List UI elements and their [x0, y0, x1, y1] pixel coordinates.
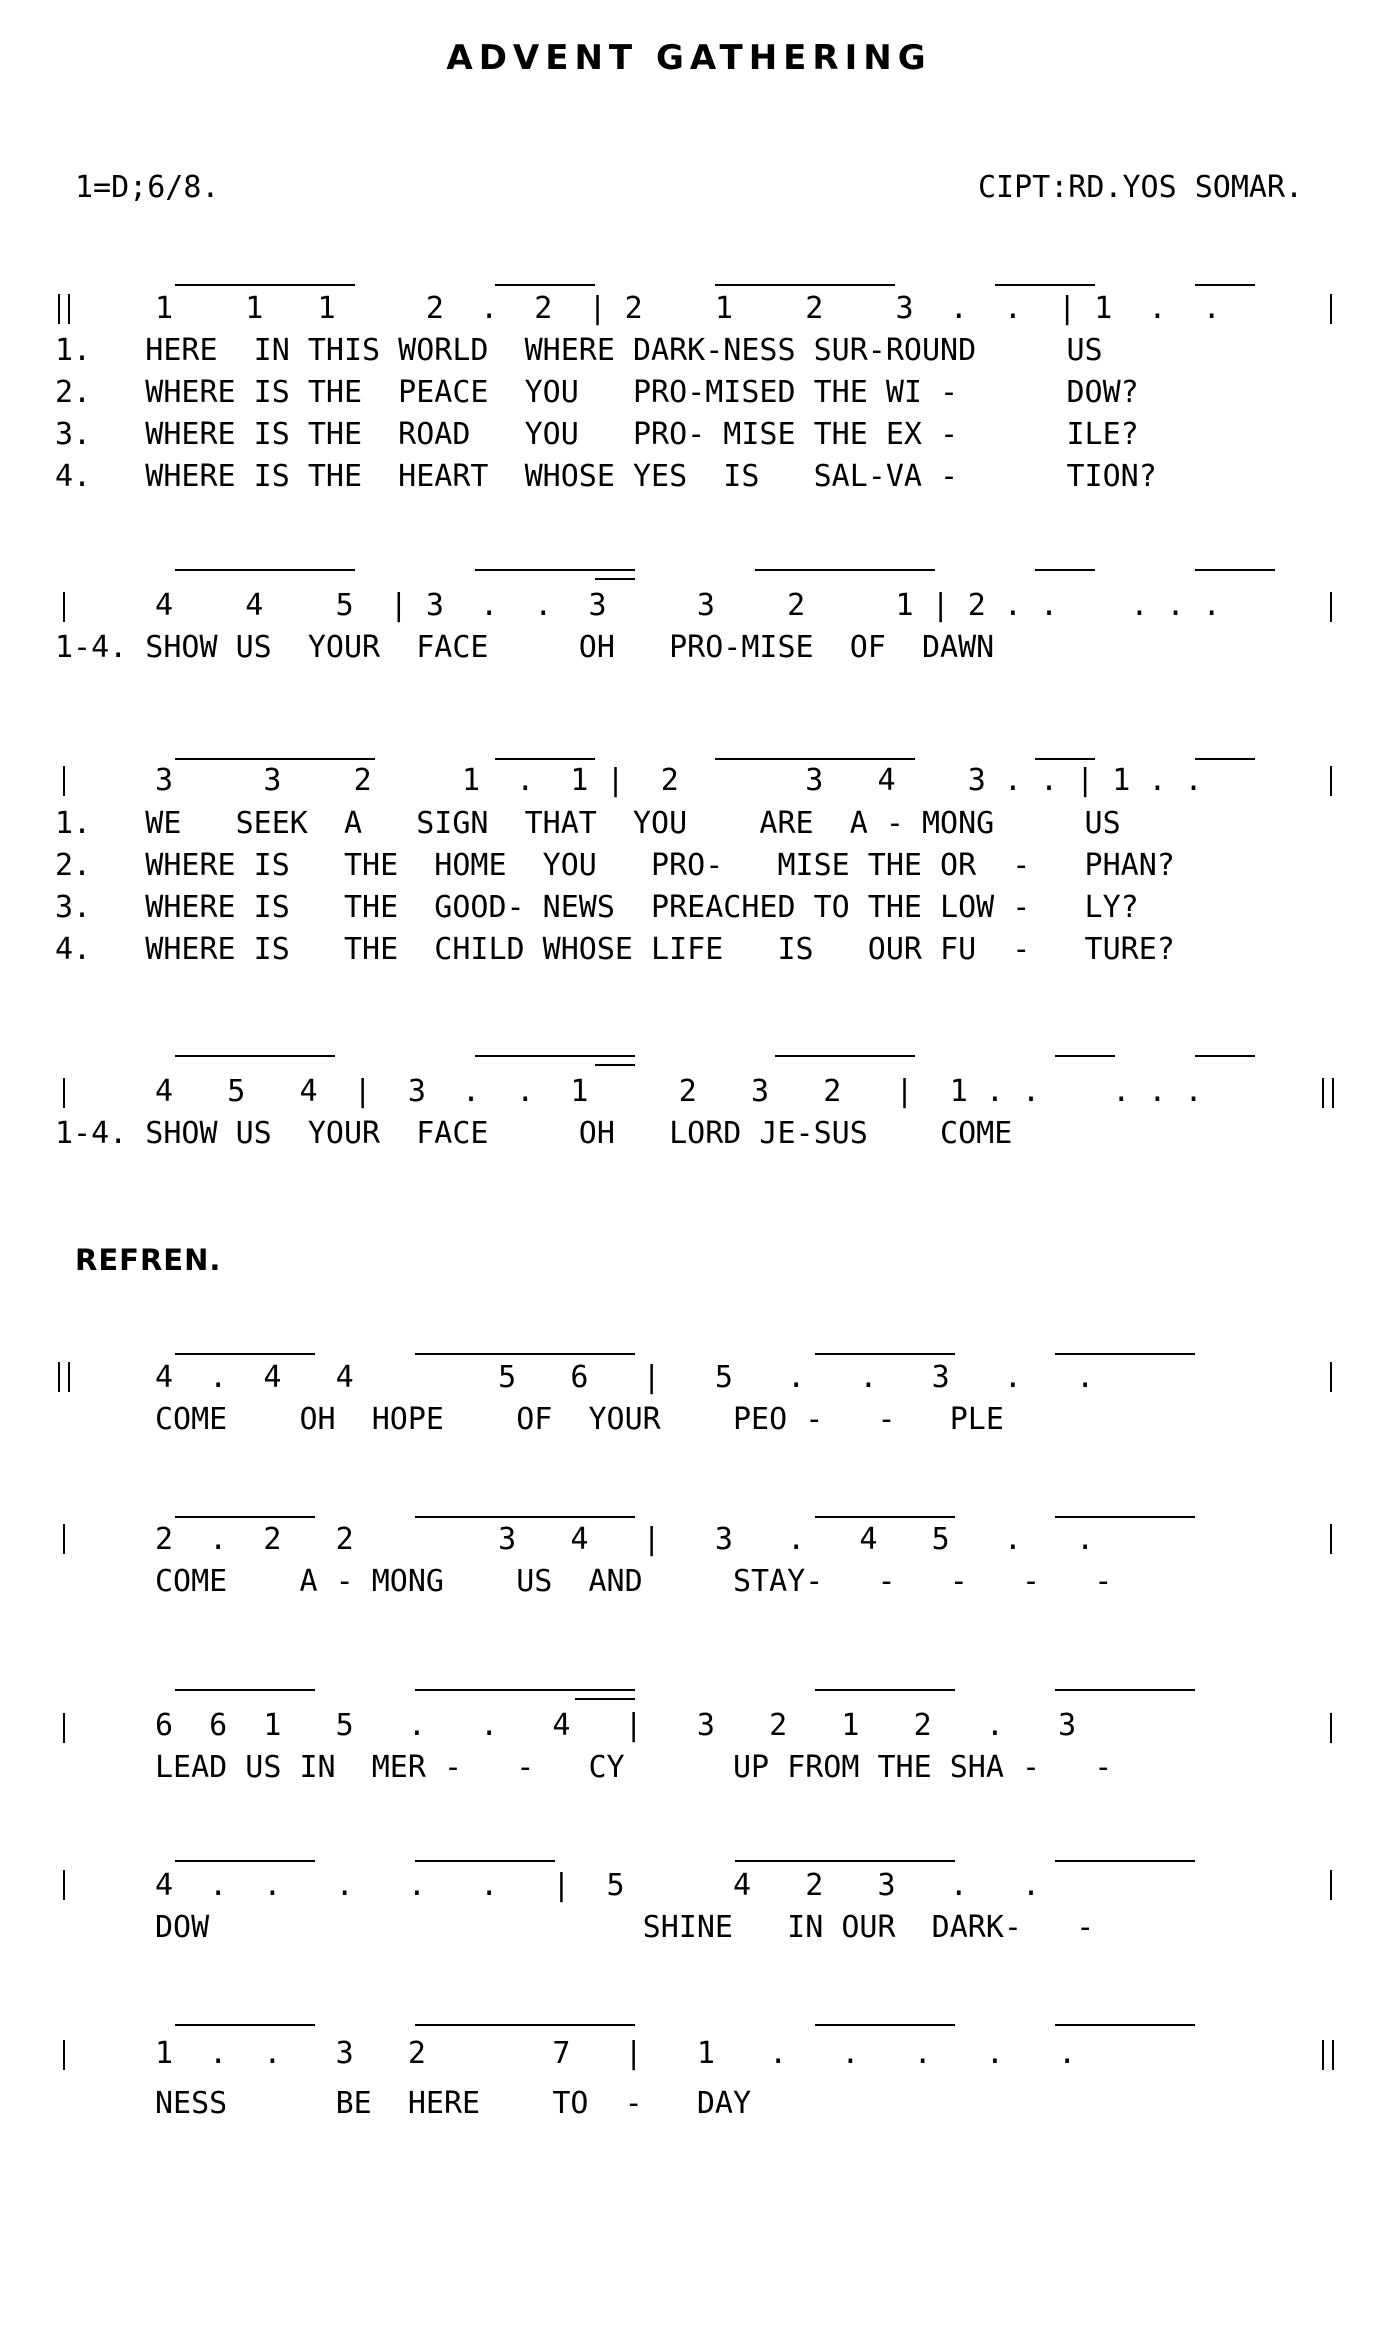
beam	[495, 284, 595, 286]
song-title: ADVENT GATHERING	[446, 38, 932, 78]
beam	[1195, 1055, 1255, 1057]
beam	[175, 569, 355, 571]
beam	[415, 1860, 555, 1862]
notation-line: 6 6 1 5 . . 4 | 3 2 1 2 . 3	[155, 1708, 1077, 1743]
beam	[475, 569, 635, 571]
end-barline	[1322, 1078, 1334, 1108]
notation-line: 3 3 2 1 . 1 | 2 3 4 3 . . | 1 . .	[155, 763, 1203, 798]
notation-line: 4 5 4 | 3 . . 1 2 3 2 | 1 . . . . .	[155, 1074, 1203, 1109]
notation-line: 4 . 4 4 5 6 | 5 . . 3 . .	[155, 1360, 1095, 1395]
beam	[1055, 1055, 1115, 1057]
beam	[415, 1689, 635, 1691]
beam	[775, 1055, 915, 1057]
beam	[175, 1516, 315, 1518]
end-barline	[1322, 2040, 1334, 2070]
start-barline	[58, 1362, 70, 1392]
beam	[1055, 1353, 1195, 1355]
lyric-line: 2. WHERE IS THE PEACE YOU PRO-MISED THE WI - DOW?	[55, 375, 1139, 410]
notation-line: 4 4 5 | 3 . . 3 3 2 1 | 2 . . . . .	[155, 588, 1221, 623]
beam	[415, 2024, 635, 2026]
lyric-line: 3. WHERE IS THE GOOD- NEWS PREACHED TO THE LOW - LY?	[55, 890, 1139, 925]
beam	[815, 1689, 955, 1691]
barline	[1330, 592, 1332, 622]
beam	[735, 1860, 955, 1862]
lyric-line: 3. WHERE IS THE ROAD YOU PRO- MISE THE EX - ILE?	[55, 417, 1139, 452]
beam	[575, 1698, 635, 1700]
beam	[175, 1860, 315, 1862]
beam	[1055, 1860, 1195, 1862]
beam	[175, 1689, 315, 1691]
lyric-line: 4. WHERE IS THE CHILD WHOSE LIFE IS OUR FU - TURE?	[55, 932, 1175, 967]
barline	[1330, 1524, 1332, 1554]
barline	[63, 2040, 65, 2070]
beam	[175, 1353, 315, 1355]
barline	[63, 1870, 65, 1900]
notation-line: 2 . 2 2 3 4 | 3 . 4 5 . .	[155, 1522, 1095, 1557]
lyric-line: 2. WHERE IS THE HOME YOU PRO- MISE THE OR - PHAN?	[55, 848, 1175, 883]
beam	[1055, 1516, 1195, 1518]
beam	[175, 1055, 335, 1057]
beam	[1055, 1689, 1195, 1691]
lyric-line: COME A - MONG US AND STAY- - - - -	[155, 1564, 1113, 1599]
barline	[63, 1078, 65, 1108]
barline	[63, 1524, 65, 1554]
beam	[595, 1064, 635, 1066]
beam	[475, 1055, 635, 1057]
beam	[715, 284, 895, 286]
lyric-line: 1-4. SHOW US YOUR FACE OH PRO-MISE OF DAWN	[55, 630, 995, 665]
barline	[63, 766, 65, 796]
lyric-line: LEAD US IN MER - - CY UP FROM THE SHA - -	[155, 1750, 1113, 1785]
beam	[175, 2024, 315, 2026]
refren-label: REFREN.	[75, 1243, 222, 1277]
lyric-line: NESS BE HERE TO - DAY	[155, 2086, 752, 2121]
beam	[595, 578, 635, 580]
beam	[1195, 758, 1255, 760]
beam	[1195, 569, 1275, 571]
key-time-signature: 1=D;6/8.	[75, 170, 220, 205]
beam	[995, 284, 1095, 286]
lyric-line: 1. WE SEEK A SIGN THAT YOU ARE A - MONG US	[55, 806, 1121, 841]
barline	[1330, 1870, 1332, 1900]
beam	[415, 1516, 635, 1518]
beam	[755, 569, 935, 571]
notation-line: 4 . . . . . | 5 4 2 3 . .	[155, 1868, 1041, 1903]
beam	[1195, 284, 1255, 286]
beam	[815, 1516, 955, 1518]
barline	[63, 592, 65, 622]
lyric-line: 1-4. SHOW US YOUR FACE OH LORD JE-SUS COME	[55, 1116, 1013, 1151]
barline	[1330, 1713, 1332, 1743]
lyric-line: 4. WHERE IS THE HEART WHOSE YES IS SAL-VA - TION?	[55, 459, 1157, 494]
beam	[415, 1353, 635, 1355]
lyric-line: COME OH HOPE OF YOUR PEO - - PLE	[155, 1402, 1004, 1437]
barline	[63, 1713, 65, 1743]
lyric-line: DOW SHINE IN OUR DARK- -	[155, 1910, 1095, 1945]
barline	[1330, 1362, 1332, 1392]
lyric-line: 1. HERE IN THIS WORLD WHERE DARK-NESS SUR-ROUND US	[55, 333, 1103, 368]
barline	[1330, 766, 1332, 796]
notation-line: 1 1 1 2 . 2 | 2 1 2 3 . . | 1 . .	[155, 291, 1221, 326]
beam	[175, 284, 355, 286]
beam	[1055, 2024, 1195, 2026]
start-barline	[58, 294, 70, 324]
notation-line: 1 . . 3 2 7 | 1 . . . . .	[155, 2036, 1077, 2071]
beam	[1035, 569, 1095, 571]
beam	[815, 2024, 955, 2026]
barline	[1330, 294, 1332, 324]
beam	[815, 1353, 955, 1355]
composer-credit: CIPT:RD.YOS SOMAR.	[978, 170, 1304, 205]
